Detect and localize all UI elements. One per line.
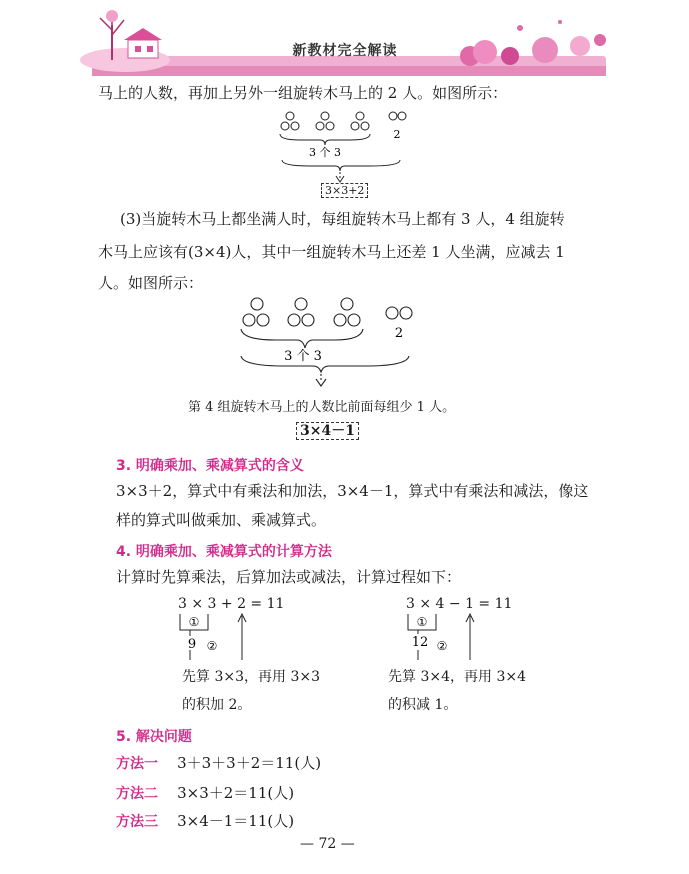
figure1-result: 3×3+2 xyxy=(321,184,368,197)
section4-intro: 计算时先算乘法，后算加法或减法，计算过程如下： xyxy=(116,568,462,586)
header-title: 新教材完全解读 xyxy=(292,43,398,59)
para3-line3: 人。如图所示： xyxy=(98,274,204,292)
method-expression: 3＋3＋3＋2＝11(人) xyxy=(177,754,322,772)
section4-title: 4. 明确乘加、乘减算式的计算方法 xyxy=(116,544,332,560)
calc-right-step1: ① xyxy=(416,615,428,629)
method-expression: 3×4－1＝11(人) xyxy=(177,812,295,830)
calc-left-expression: 3 × 3 + 2 = 11 xyxy=(178,596,285,612)
calc-right-expression: 3 × 4 − 1 = 11 xyxy=(406,596,513,612)
calc-right-diagram xyxy=(404,612,484,664)
method-row xyxy=(116,782,294,805)
section3-line2: 样的算式叫做乘加、乘减算式。 xyxy=(116,511,327,529)
calc-right-note1: 先算 3×4，再用 3×4 xyxy=(388,669,526,685)
para3-line1: (3)当旋转木马上都坐满人时，每组旋转木马上都有 3 人，4 组旋转 xyxy=(120,210,565,228)
figure1-remainder: 2 xyxy=(393,128,401,141)
method-label: 方法三 xyxy=(116,814,158,830)
section3-title: 3. 明确乘加、乘减算式的含义 xyxy=(116,458,304,474)
calc-left-note1: 先算 3×3，再用 3×3 xyxy=(182,669,320,685)
figure-2 xyxy=(235,296,435,396)
method-row xyxy=(116,810,294,833)
method-label: 方法一 xyxy=(116,756,158,772)
calc-right-step2: ② xyxy=(436,639,448,653)
calc-left-note2: 的积加 2。 xyxy=(182,697,252,713)
method-expression: 3×3＋2＝11(人) xyxy=(177,784,295,802)
figure2-remainder: 2 xyxy=(394,326,404,341)
method-row xyxy=(116,752,321,775)
figure2-result: 3×4－1 xyxy=(296,420,359,440)
calc-left-partial: 9 xyxy=(187,637,197,652)
figure2-brace-label: 3 个 3 xyxy=(284,349,322,364)
calc-right-note2: 的积减 1。 xyxy=(388,697,458,713)
calc-left-step1: ① xyxy=(188,615,200,629)
para3-line2: 木马上应该有(3×4)人，其中一组旋转木马上还差 1 人坐满，应减去 1 xyxy=(98,243,565,261)
section3-line1: 3×3＋2，算式中有乘法和加法，3×4－1，算式中有乘法和减法，像这 xyxy=(116,482,589,500)
calc-left-diagram xyxy=(176,612,256,664)
calc-left-step2: ② xyxy=(206,639,218,653)
figure1-brace-label: 3 个 3 xyxy=(309,146,341,159)
house-icon xyxy=(80,28,170,72)
method-label: 方法二 xyxy=(116,786,158,802)
page-number: — 72 — xyxy=(300,836,355,852)
section5-title: 5. 解决问题 xyxy=(116,729,192,745)
figure2-caption: 第 4 组旋转木马上的人数比前面每组少 1 人。 xyxy=(188,400,456,415)
intro-line: 马上的人数，再加上另外一组旋转木马上的 2 人。如图所示： xyxy=(98,84,508,102)
calc-right-partial: 12 xyxy=(411,635,429,650)
